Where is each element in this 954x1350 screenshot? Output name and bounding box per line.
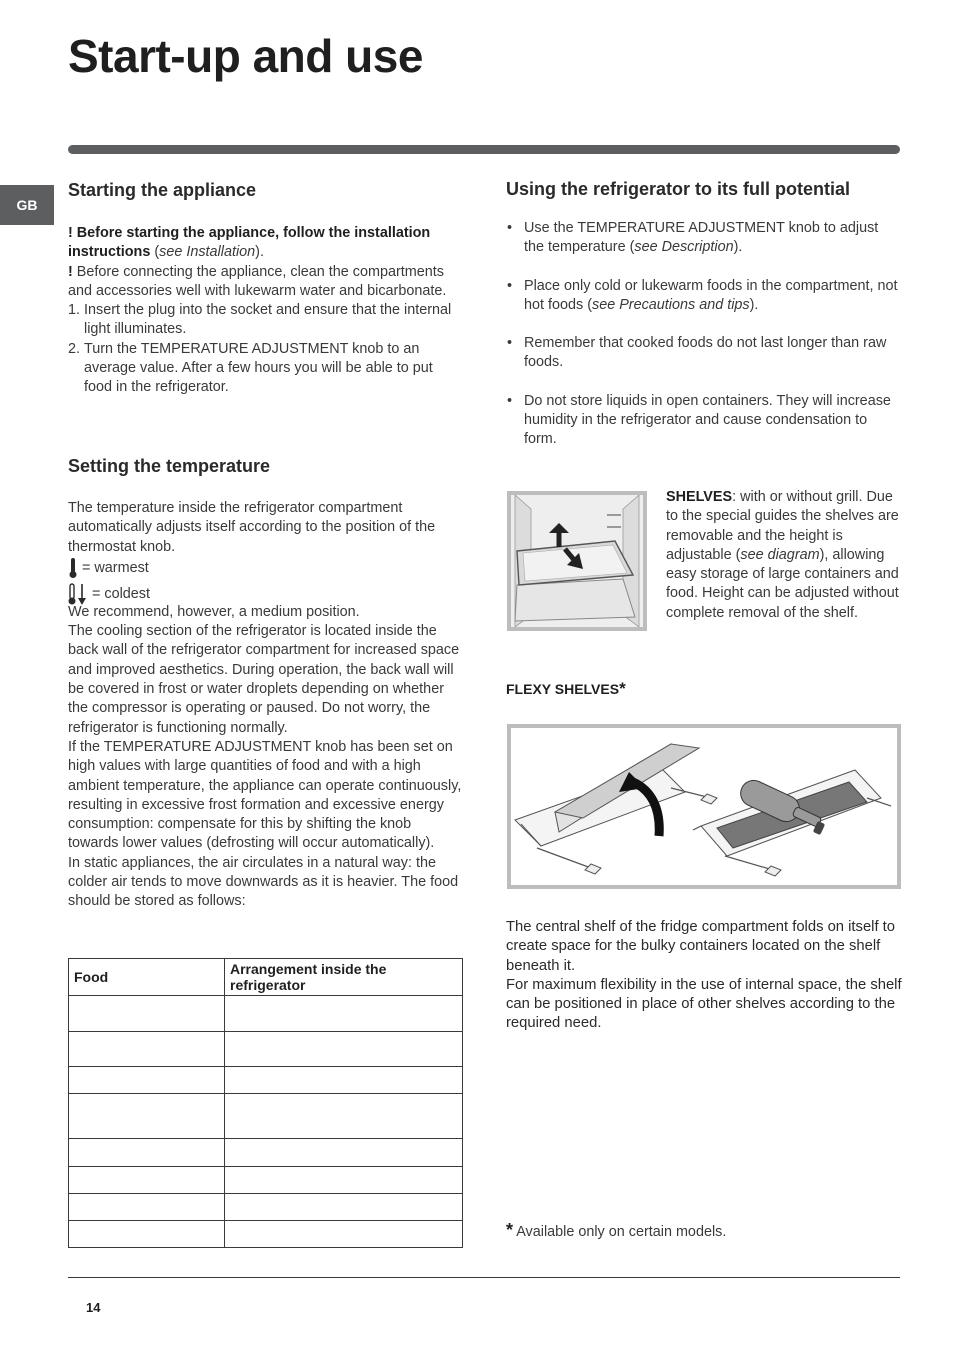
step-number: 1.: [68, 302, 81, 319]
shelves-label: SHELVES: [666, 489, 733, 505]
shelves-ref: see diagram: [740, 546, 820, 563]
tip-text: Use the TEMPERATURE ADJUSTMENT knob to adjust the temperature (: [524, 220, 879, 256]
table-row: [69, 1139, 463, 1167]
flexy-heading-text: FLEXY SHELVES: [506, 681, 620, 697]
table-cell: [69, 1167, 225, 1194]
table-cell: [225, 1221, 463, 1248]
start-steps: [68, 301, 463, 397]
flexy-heading: [506, 679, 626, 700]
installation-ref-close: ).: [255, 244, 264, 261]
table-row: [69, 1194, 463, 1221]
temperature-paragraph: The cooling section of the refrigerator is located inside the back wall of the refrigerator compartment for increased space and improved aesthetics. During operation, the back wall will be covered in frost or water droplets depending on whether the compressor is operating or paused. Do not worry, the refrigerator is functioning normally.: [68, 623, 460, 736]
table-cell: [225, 1067, 463, 1094]
table-header-food: Food: [69, 959, 225, 996]
step-item: [68, 301, 463, 340]
cleaning-warning: [68, 263, 463, 302]
footnote-text: Available only on certain models.: [513, 1224, 727, 1240]
installation-ref: see Installation: [159, 244, 256, 261]
table-cell: [69, 1221, 225, 1248]
table-header-row: [69, 959, 463, 996]
temperature-paragraph: If the TEMPERATURE ADJUSTMENT knob has been set on high values with large quantities of food and with a high ambient temperature, the appliance can operate continuously, resulting in excessive frost formation and excessive energy consumption: compensate for this by shifting the knob towards lower values (defrosting will occur automatically).: [68, 738, 462, 852]
installation-ref-open: (: [150, 244, 160, 261]
installation-warning: [68, 224, 463, 263]
table-cell: [69, 1067, 225, 1094]
starting-heading: Starting the appliance: [68, 180, 257, 200]
table-cell: [69, 1032, 225, 1067]
table-cell: [69, 1094, 225, 1139]
list-item: [506, 392, 901, 450]
table-cell: [225, 996, 463, 1032]
table-cell: [69, 1194, 225, 1221]
food-storage-table: [68, 958, 463, 1248]
table-row: [69, 1094, 463, 1139]
tip-end: ).: [733, 239, 743, 256]
tip-end: ).: [749, 296, 759, 313]
cleaning-warning-mark: !: [68, 263, 73, 280]
tip-text: Remember that cooked foods do not last longer than raw foods.: [524, 335, 887, 371]
temperature-intro: The temperature inside the refrigerator compartment automatically adjusts itself according to the position of the thermostat knob.: [68, 500, 436, 555]
warmest-label: = warmest: [82, 559, 149, 576]
flexy-shelves-diagram: [507, 724, 901, 889]
temperature-heading: Setting the temperature: [68, 456, 271, 476]
list-item: [506, 219, 901, 258]
flexy-description: [506, 918, 904, 1034]
starting-section: [68, 179, 463, 398]
step-number: 2.: [68, 340, 81, 357]
language-tab: GB: [0, 185, 54, 225]
flexy-paragraph: For maximum flexibility in the use of internal space, the shelf can be positioned in place of other shelves according to the required need.: [506, 976, 902, 1032]
table-cell: [225, 1139, 463, 1167]
table-cell: [69, 1139, 225, 1167]
using-heading: Using the refrigerator to its full potential: [506, 179, 851, 199]
page-number: 14: [86, 1300, 101, 1315]
table-cell: [225, 1167, 463, 1194]
tip-ref: see Precautions and tips: [592, 296, 750, 313]
table-cell: [225, 1194, 463, 1221]
table-row: [69, 1067, 463, 1094]
temperature-section: [68, 455, 463, 912]
cleaning-warning-text: Before connecting the appliance, clean the compartments and accessories well with lukewarm water and bicarbonate.: [68, 263, 447, 299]
top-divider: [68, 145, 900, 154]
table-row: [69, 996, 463, 1032]
step-text: Insert the plug into the socket and ensure that the internal light illuminates.: [84, 302, 452, 338]
list-item: [506, 334, 901, 373]
table-header-arrangement: Arrangement inside the refrigerator: [225, 959, 463, 996]
flexy-heading-star: *: [619, 679, 626, 698]
coldest-label: = coldest: [92, 585, 150, 602]
table-row: [69, 1032, 463, 1067]
table-cell: [225, 1032, 463, 1067]
step-text: Turn the TEMPERATURE ADJUSTMENT knob to an average value. After a few hours you will be able to put food in the refrigerator.: [84, 340, 433, 396]
list-item: [506, 277, 901, 316]
shelves-description: [666, 488, 900, 623]
table-row: [69, 1221, 463, 1248]
tip-text: Do not store liquids in open containers. They will increase humidity in the refrigerator and cause condensation to form.: [524, 392, 891, 448]
table-cell: [225, 1094, 463, 1139]
bottom-divider: [68, 1277, 900, 1278]
table-row: [69, 1167, 463, 1194]
flexy-shelf-illustration: [511, 728, 897, 885]
tip-text: Place only cold or lukewarm foods in the compartment, not hot foods (: [524, 277, 898, 313]
table-cell: [69, 996, 225, 1032]
tip-ref: see Description: [634, 239, 734, 256]
page-title: Start-up and use: [68, 30, 423, 82]
shelves-text-2: ), allowing easy storage of large containers and food. Height can be adjusted without complete removal of the shelf.: [666, 546, 899, 621]
temperature-paragraph: In static appliances, the air circulates in a natural way: the colder air tends to move downwards as it is heavier. The food should be stored as follows:: [68, 854, 459, 910]
using-section: [506, 178, 901, 469]
installation-warning-text: ! Before starting the appliance, follow the installation instructions: [68, 225, 431, 261]
usage-tips-list: [506, 219, 901, 450]
shelves-diagram: [507, 491, 647, 631]
shelves-text-1: : with or without grill. Due to the special guides the shelves are removable and the height is adjustable (: [666, 489, 899, 563]
flexy-paragraph: The central shelf of the fridge compartment folds on itself to create space for the bulky containers located on the shelf beneath it.: [506, 919, 896, 974]
footnote: [506, 1221, 726, 1242]
footnote-star: *: [506, 1220, 514, 1240]
shelf-adjust-illustration: [511, 495, 643, 627]
step-item: [68, 340, 463, 398]
temperature-paragraph: We recommend, however, a medium position.: [68, 603, 360, 620]
warmest-legend: [68, 557, 463, 580]
thermometer-warm-icon: [68, 557, 78, 579]
